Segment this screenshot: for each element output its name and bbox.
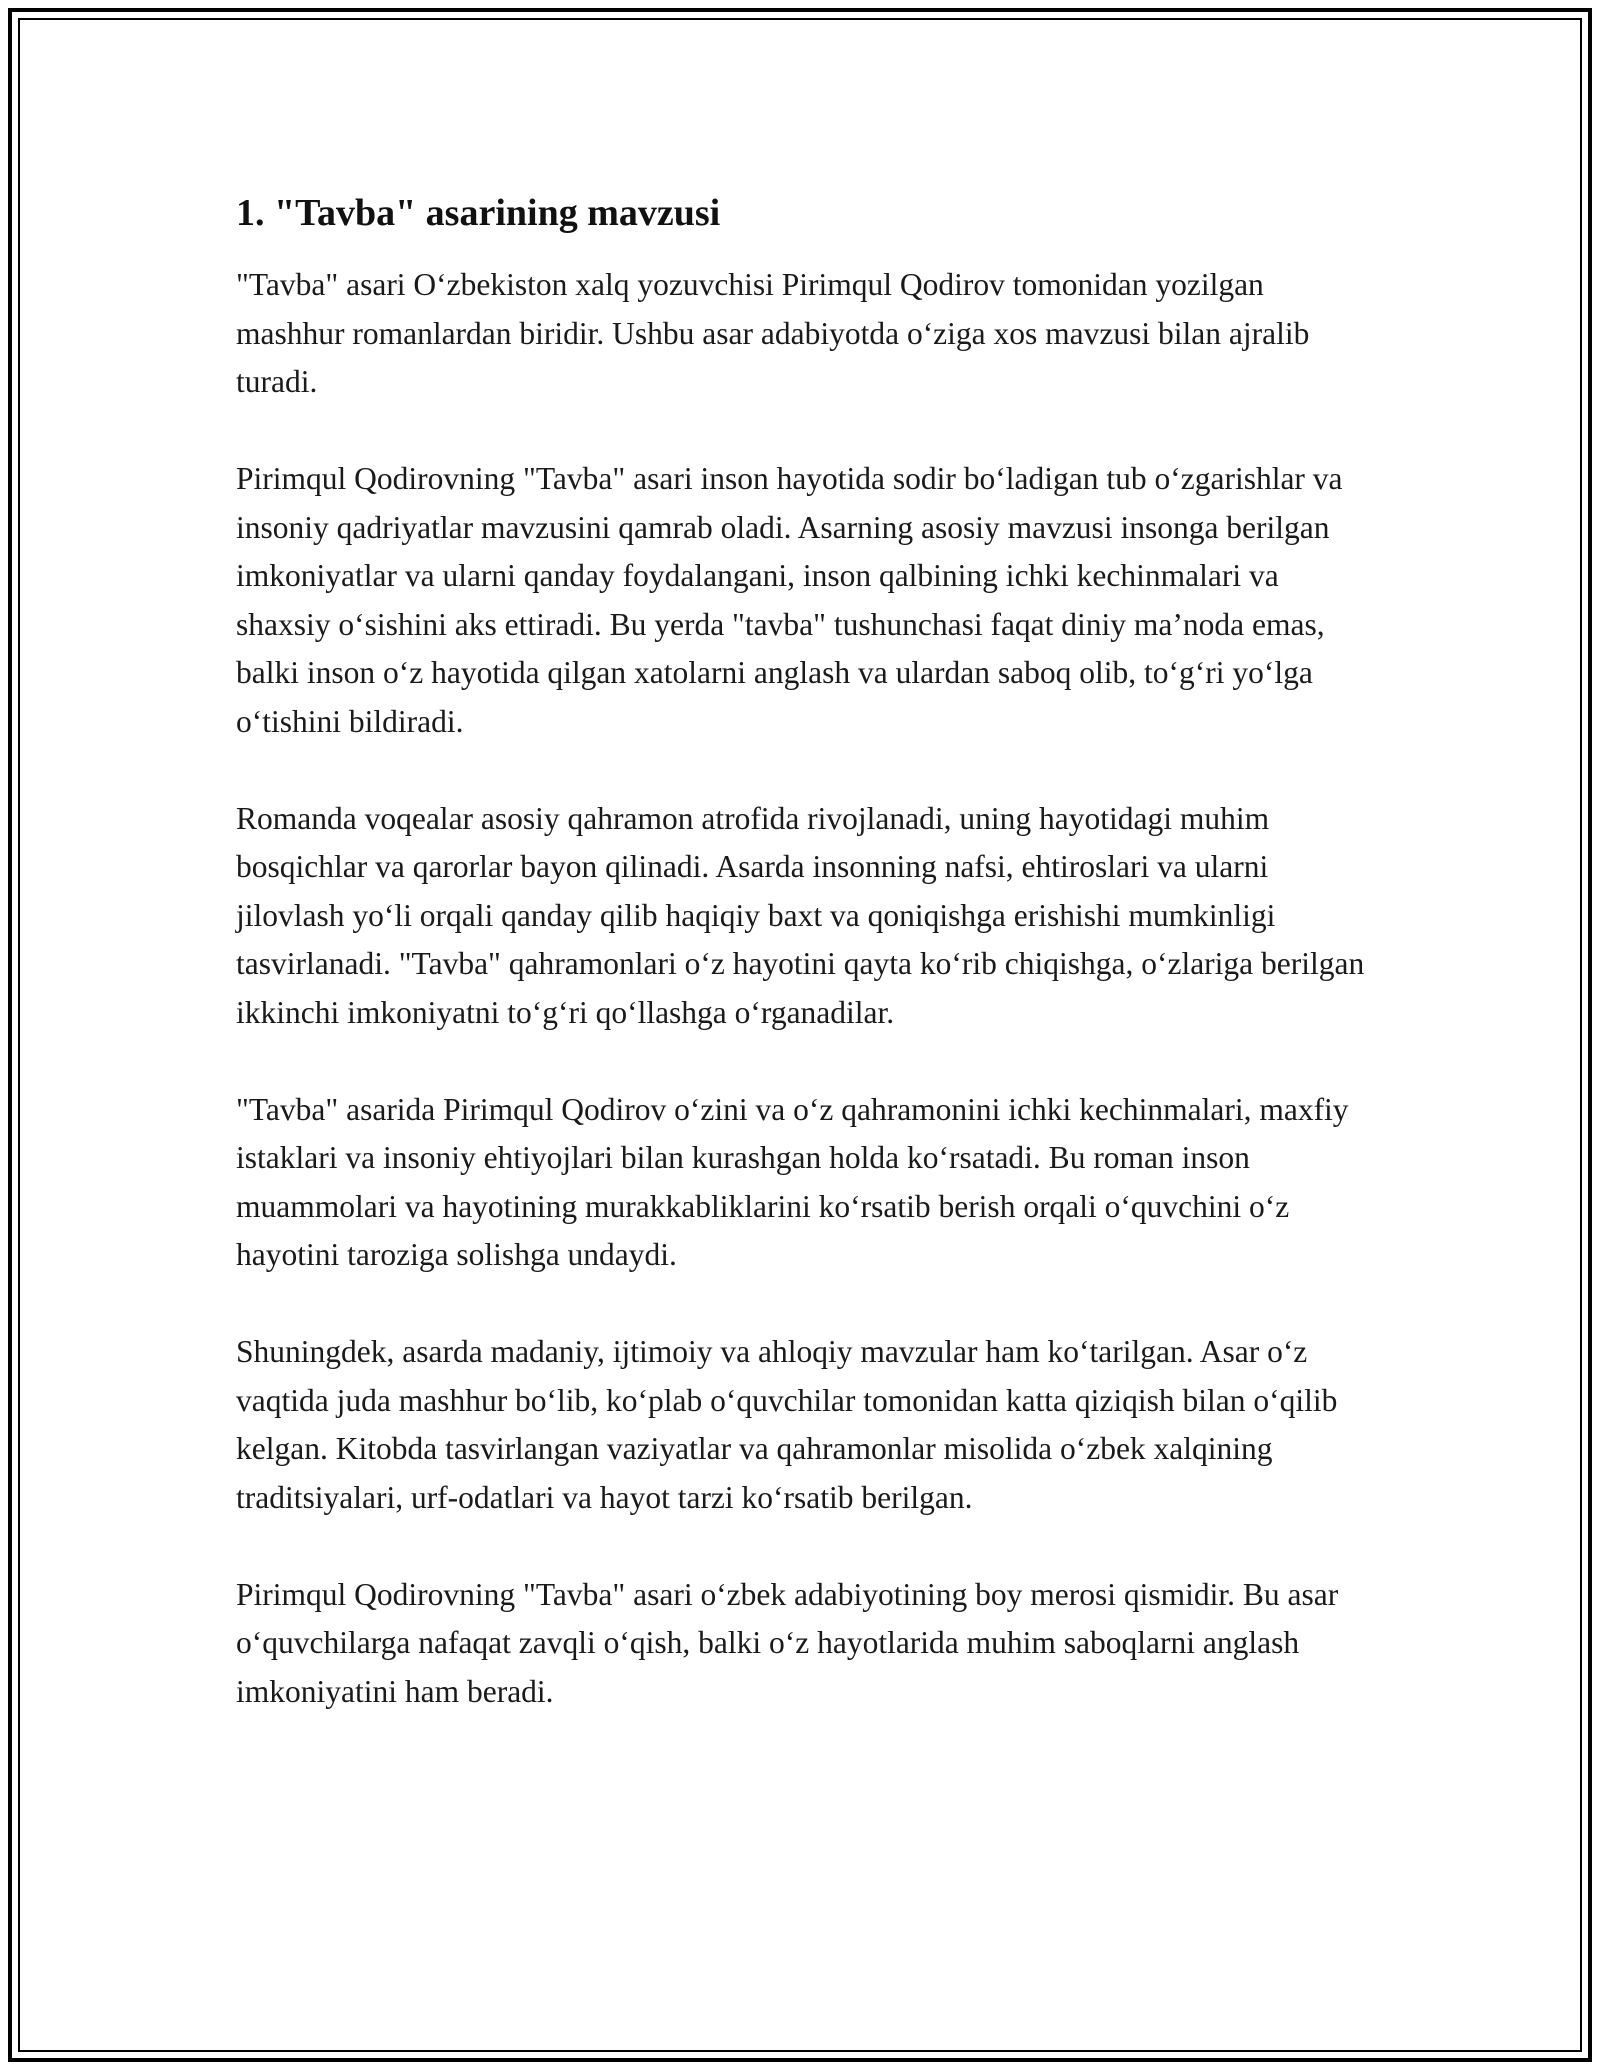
paragraph-4: "Tavba" asarida Pirimqul Qodirov o‘zini va o‘z qahramonini ichki kechinmalari, maxfiy istaklari va insoniy ehtiyojlari bilan kurashgan holda ko‘rsatadi. Bu roman inson muammolari va hayotining murakkabliklarini ko‘rsatib berish orqali o‘quvchini o‘z hayotini taroziga solishga undaydi. [236,1091,1349,1272]
paragraph-1: "Tavba" asari O‘zbekiston xalq yozuvchisi Pirimqul Qodirov tomonidan yozilgan mashhur romanlardan biridir. Ushbu asar adabiyotda o‘ziga xos mavzusi bilan ajralib turadi. [236,267,1310,399]
paragraph-3: Romanda voqealar asosiy qahramon atrofida rivojlanadi, uning hayotidagi muhim bosqichlar va qarorlar bayon qilinadi. Asarda insonning nafsi, ehtiroslari va ularni jilovlash yo‘li orqali qanday qilib haqiqiy baxt va qoniqishga erishishi mumkinligi tasvirlanadi. "Tavba" qahramonlari o‘z hayotini qayta ko‘rib chiqishga, o‘zlariga berilgan ikkinchi imkoniyatni to‘g‘ri qo‘llashga o‘rganadilar. [236,800,1365,1030]
paragraph-5: Shuningdek, asarda madaniy, ijtimoiy va ahloqiy mavzular ham ko‘tarilgan. Asar o‘z vaqtida juda mashhur bo‘lib, ko‘plab o‘quvchilar tomonidan katta qiziqish bilan o‘qilib kelgan. Kitobda tasvirlangan vaziyatlar va qahramonlar misolida o‘zbek xalqining traditsiyalari, urf-odatlari va hayot tarzi ko‘rsatib berilgan. [236,1334,1338,1515]
document-body [236,185,1376,1716]
paragraph-2: Pirimqul Qodirovning "Tavba" asari inson hayotida sodir bo‘ladigan tub o‘zgarishlar va insoniy qadriyatlar mavzusini qamrab oladi. Asarning asosiy mavzusi insonga berilgan imkoniyatlar va ularni qanday foydalangani, inson qalbining ichki kechinmalari va shaxsiy o‘sishini aks ettiradi. Bu yerda "tavba" tushunchasi faqat diniy ma’noda emas, balki inson o‘z hayotida qilgan xatolarni anglash va ulardan saboq olib, to‘g‘ri yo‘lga o‘tishini bildiradi. [236,461,1343,739]
document-title: 1. "Tavba" asarining mavzusi [236,192,721,234]
paragraph-6: Pirimqul Qodirovning "Tavba" asari o‘zbek adabiyotining boy merosi qismidir. Bu asar o‘quvchilarga nafaqat zavqli o‘qish, balki o‘z hayotlarida muhim saboqlarni anglash imkoniyatini ham beradi. [236,1576,1339,1709]
